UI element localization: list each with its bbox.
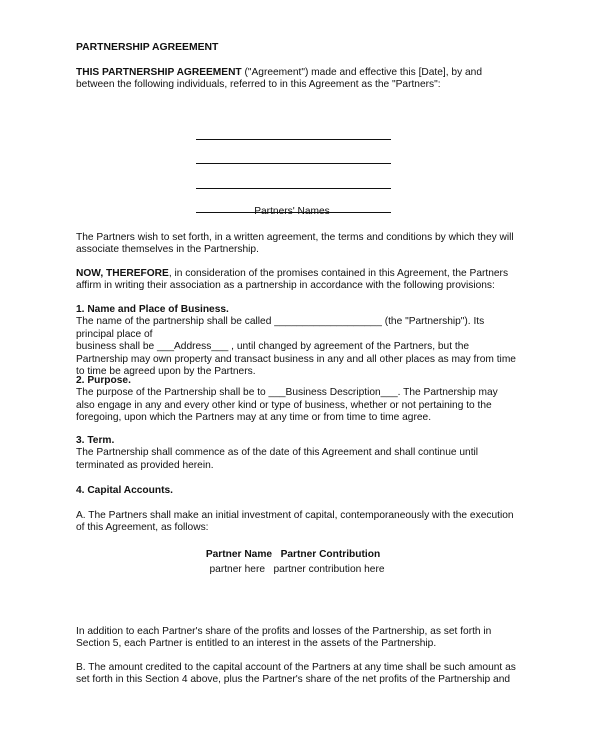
now-therefore-line-1 — [76, 268, 524, 280]
now-therefore-line-2: affirm in writing their association as a partnership in accordance with the following provisions: — [76, 280, 495, 292]
section-1-line: Partnership may own property and transact business in any and all other places as may from time — [76, 353, 516, 365]
intro-bold: THIS PARTNERSHIP AGREEMENT — [76, 67, 242, 78]
section-3-heading: 3. Term. — [76, 435, 115, 446]
section-4-para-2-line: Section 5, each Partner is entitled to an interest in the assets of the Partnership. — [76, 638, 437, 650]
cell-partner-contribution: partner contribution here — [273, 564, 385, 575]
section-4-a-line: of this Agreement, as follows: — [76, 522, 209, 534]
section-2 — [76, 375, 524, 425]
intro-line-1 — [76, 67, 524, 79]
contribution-table-header — [0, 549, 593, 561]
intro-line-1-rest: ("Agreement") made and effective this [Date], by and — [241, 67, 483, 78]
section-4-para-2-line: In addition to each Partner's share of the profits and losses of the Partnership, as set forth in — [76, 626, 492, 637]
section-1-line: to time be agreed upon by the Partners. — [76, 366, 256, 378]
purpose-line: The Partners wish to set forth, in a written agreement, the terms and conditions by which they will — [76, 232, 514, 243]
section-1-line: The name of the partnership shall be called ___________________ (the "Partnership"). Its principal place of — [76, 316, 485, 340]
section-4-para-2 — [76, 626, 524, 651]
section-3-line: terminated as provided herein. — [76, 459, 214, 471]
section-2-line: also engage in any and every other kind or type of business, whether or not pertaining to the — [76, 399, 492, 411]
section-4-a-line: A. The Partners shall make an initial investment of capital, contemporaneously with the execution — [76, 510, 514, 521]
partner-signature-line — [196, 188, 391, 189]
now-therefore-rest: , in consideration of the promises contained in this Agreement, the Partners — [168, 268, 509, 279]
section-4-b-line: B. The amount credited to the capital account of the Partners at any time shall be such amount as — [76, 662, 516, 673]
section-3 — [76, 435, 524, 472]
document-title: PARTNERSHIP AGREEMENT — [76, 42, 219, 53]
section-1 — [76, 304, 524, 378]
now-therefore-bold: NOW, THEREFORE — [76, 268, 169, 279]
contribution-table-row — [0, 564, 597, 576]
intro-paragraph — [76, 67, 524, 92]
section-4-b-line: set forth in this Section 4 above, plus the Partner's share of the net profits of the Partnership and — [76, 674, 511, 686]
column-header-partner-contribution: Partner Contribution — [280, 549, 381, 560]
purpose-paragraph — [76, 232, 524, 257]
intro-line-2: between the following individuals, referred to in this Agreement as the "Partners": — [76, 79, 441, 91]
partner-signature-line — [196, 139, 391, 140]
section-3-line: The Partnership shall commence as of the date of this Agreement and shall continue until — [76, 447, 479, 459]
section-2-heading: 2. Purpose. — [76, 375, 131, 386]
now-therefore-paragraph — [76, 268, 524, 293]
section-4-a — [76, 510, 524, 535]
section-4-b — [76, 662, 524, 687]
section-2-line: foregoing, upon which the Partners may at any time or from time to time agree. — [76, 412, 432, 424]
section-4-heading: 4. Capital Accounts. — [76, 485, 173, 496]
section-1-heading: 1. Name and Place of Business. — [76, 304, 229, 315]
column-header-partner-name: Partner Name — [205, 549, 273, 560]
cell-partner-name: partner here — [209, 564, 265, 575]
partner-signature-line — [196, 163, 391, 164]
section-1-line: business shall be ___Address___ , until changed by agreement of the Partners, but the — [76, 341, 470, 353]
section-2-line: The purpose of the Partnership shall be to ___Business Description___. The Partnership may — [76, 387, 498, 399]
partners-names-caption: Partners' Names — [254, 206, 330, 217]
purpose-line: associate themselves in the Partnership. — [76, 244, 259, 256]
